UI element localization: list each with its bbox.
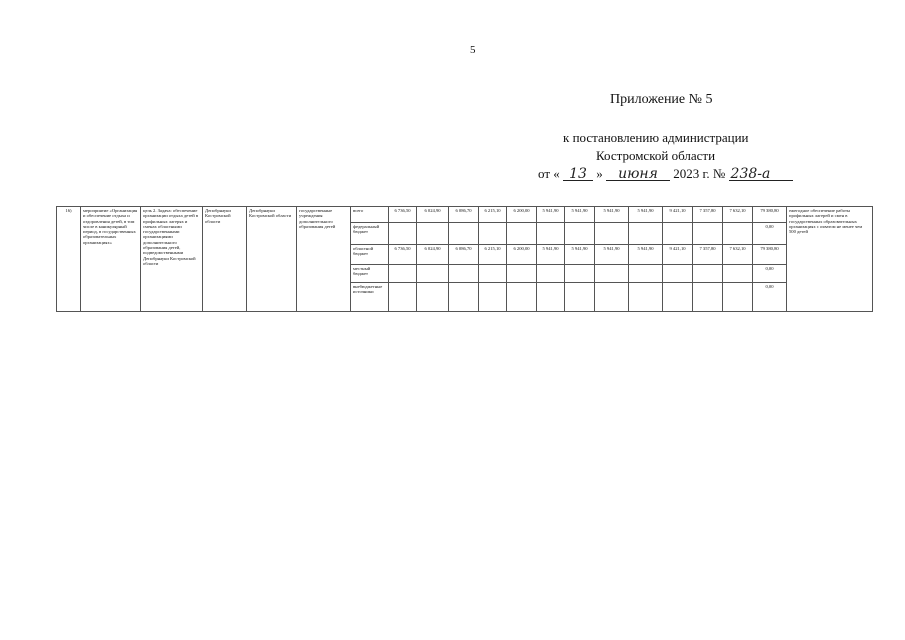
from-mid: » bbox=[596, 166, 603, 181]
funding-value bbox=[663, 283, 693, 312]
funding-table bbox=[56, 206, 873, 312]
table-row bbox=[57, 207, 873, 223]
funding-value bbox=[693, 265, 723, 283]
funding-value: 6 086,70 bbox=[449, 245, 479, 265]
funding-total: 0,00 bbox=[753, 265, 787, 283]
funding-total: 79 380,80 bbox=[753, 245, 787, 265]
funding-source: федеральный бюджет bbox=[351, 223, 389, 245]
funding-value bbox=[389, 265, 417, 283]
handwritten-number: 238-а bbox=[729, 168, 793, 181]
funding-value: 6 024,90 bbox=[417, 207, 449, 223]
funding-value bbox=[417, 223, 449, 245]
funding-value bbox=[479, 223, 507, 245]
funding-value bbox=[629, 283, 663, 312]
funding-value bbox=[723, 283, 753, 312]
funding-value: 9 421,10 bbox=[663, 245, 693, 265]
funding-value: 7 357,80 bbox=[693, 245, 723, 265]
funding-source: всего bbox=[351, 207, 389, 223]
row-coordinator: Депобрнауки Костромской области bbox=[247, 207, 297, 312]
funding-value bbox=[693, 283, 723, 312]
funding-value bbox=[723, 265, 753, 283]
row-outcome: ежегодное обеспечение работы профильных лагерей и смен в государственных образовательных организациях с охватом не менее чем 500 детей bbox=[787, 207, 873, 312]
funding-value bbox=[595, 283, 629, 312]
funding-value: 5 941,90 bbox=[537, 207, 565, 223]
row-description: мероприятие «Организация и обеспечение отдыха и оздоровления детей, в том числе в каникулярный период, в государственных образовательных организациях» bbox=[81, 207, 141, 312]
funding-value: 7 632,10 bbox=[723, 207, 753, 223]
funding-value bbox=[389, 223, 417, 245]
funding-value bbox=[479, 283, 507, 312]
funding-value bbox=[537, 223, 565, 245]
funding-value bbox=[449, 223, 479, 245]
row-participants: государственные учреждения дополнительного образования детей bbox=[297, 207, 351, 312]
handwritten-day: 13 bbox=[563, 168, 593, 181]
funding-value: 7 357,80 bbox=[693, 207, 723, 223]
funding-value: 7 632,10 bbox=[723, 245, 753, 265]
page-number: 5 bbox=[470, 44, 476, 56]
funding-value bbox=[565, 283, 595, 312]
funding-value bbox=[389, 283, 417, 312]
funding-value: 6 200,00 bbox=[507, 207, 537, 223]
funding-value bbox=[663, 265, 693, 283]
funding-total: 0,00 bbox=[753, 223, 787, 245]
funding-source: областной бюджет bbox=[351, 245, 389, 265]
funding-value bbox=[663, 223, 693, 245]
funding-value bbox=[537, 265, 565, 283]
funding-value bbox=[565, 265, 595, 283]
funding-value: 6 215,10 bbox=[479, 207, 507, 223]
funding-value: 5 941,90 bbox=[595, 207, 629, 223]
funding-value: 6 736,50 bbox=[389, 207, 417, 223]
appendix-title: Приложение № 5 bbox=[610, 92, 713, 107]
funding-value bbox=[629, 223, 663, 245]
funding-value bbox=[723, 223, 753, 245]
funding-total: 79 380,80 bbox=[753, 207, 787, 223]
funding-value: 6 024,90 bbox=[417, 245, 449, 265]
row-goal: цель 2. Задача: обеспечение организации отдыха детей в профильных лагерях и сменах областными государственными организациями дополнительного образования детей, подведомственными Депобрнауки Костромской области bbox=[141, 207, 203, 312]
funding-total: 0,00 bbox=[753, 283, 787, 312]
funding-value: 6 200,00 bbox=[507, 245, 537, 265]
funding-value: 5 941,90 bbox=[629, 245, 663, 265]
funding-value bbox=[417, 265, 449, 283]
funding-value bbox=[507, 223, 537, 245]
handwritten-month: июня bbox=[606, 168, 670, 181]
funding-value bbox=[449, 265, 479, 283]
funding-value: 5 941,90 bbox=[565, 245, 595, 265]
funding-value bbox=[565, 223, 595, 245]
decree-line-2: Костромской области bbox=[596, 148, 716, 163]
funding-value: 5 941,90 bbox=[595, 245, 629, 265]
decree-line-1: к постановлению администрации bbox=[563, 130, 749, 145]
funding-value bbox=[595, 265, 629, 283]
year-text: 2023 г. № bbox=[673, 166, 726, 181]
row-number: 16) bbox=[57, 207, 81, 312]
funding-value bbox=[449, 283, 479, 312]
funding-value bbox=[507, 283, 537, 312]
row-executor: Депобрнауки Костромской области bbox=[203, 207, 247, 312]
funding-value: 6 086,70 bbox=[449, 207, 479, 223]
funding-value: 5 941,90 bbox=[537, 245, 565, 265]
funding-source: местный бюджет bbox=[351, 265, 389, 283]
funding-value: 5 941,90 bbox=[565, 207, 595, 223]
funding-value bbox=[507, 265, 537, 283]
funding-value bbox=[693, 223, 723, 245]
funding-value: 9 421,10 bbox=[663, 207, 693, 223]
funding-value: 6 736,50 bbox=[389, 245, 417, 265]
funding-value bbox=[537, 283, 565, 312]
funding-value bbox=[417, 283, 449, 312]
funding-value bbox=[479, 265, 507, 283]
funding-value bbox=[595, 223, 629, 245]
from-prefix: от « bbox=[538, 166, 560, 181]
funding-value bbox=[629, 265, 663, 283]
decree-date-line bbox=[538, 166, 793, 182]
funding-value: 5 941,90 bbox=[629, 207, 663, 223]
funding-source: внебюджетные источники bbox=[351, 283, 389, 312]
funding-value: 6 215,10 bbox=[479, 245, 507, 265]
